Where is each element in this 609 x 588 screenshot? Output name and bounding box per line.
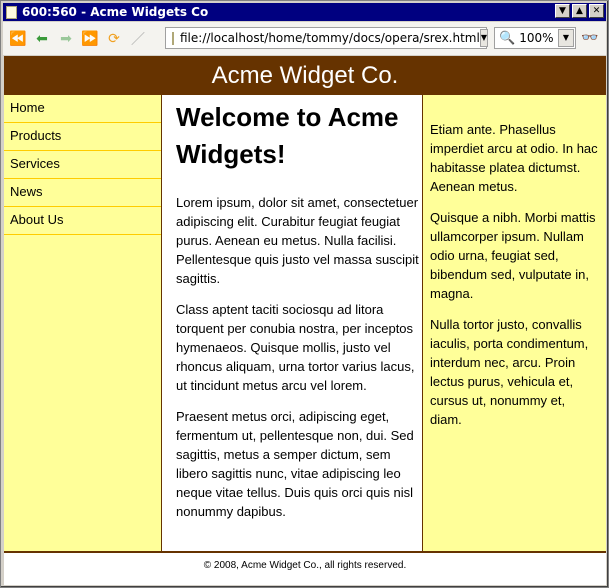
minimize-button[interactable]: ▼	[555, 4, 570, 18]
rewind-icon[interactable]: ⏪	[9, 30, 27, 47]
chevron-down-icon[interactable]: ▼	[480, 29, 488, 47]
maximize-button[interactable]: ▲	[572, 4, 587, 18]
page-viewport	[4, 56, 606, 585]
page-icon	[172, 32, 174, 45]
close-button[interactable]: ✕	[589, 4, 604, 18]
fast-forward-icon[interactable]: ⏩	[81, 30, 99, 47]
nav-item-news[interactable]: News	[4, 179, 161, 207]
right-sidebar	[423, 95, 606, 551]
sidebar-paragraph: Nulla tortor justo, convallis iaculis, porta condimentum, interdum nec, arcu. Proin lectus purus, vehicula et, cursus ut, nonummy et, diam.	[430, 317, 589, 427]
reload-icon[interactable]: ⟳	[108, 30, 120, 47]
zoom-control[interactable]	[494, 27, 576, 49]
window-title: 600:560 - Acme Widgets Co	[22, 5, 209, 19]
back-icon[interactable]: ⬅	[36, 30, 48, 47]
main-paragraph: Praesent metus orci, adipiscing eget, fermentum ut, pellentesque non, dui. Sed sagittis, metus a semper dictum, sem libero sagittis nunc, vitae adipiscing leo neque vitae tellus. Duis quis orci quis nisl nonummy dapibus.	[176, 409, 414, 519]
nav-item-products[interactable]: Products	[4, 123, 161, 151]
main-content	[162, 95, 423, 551]
sidebar-paragraph: Quisque a nibh. Morbi mattis ullamcorper ipsum. Nullam odio urna, feugiat sed, bibendum sed, vulputate in, magna.	[430, 210, 596, 301]
main-paragraph: Lorem ipsum, dolor sit amet, consectetuer adipiscing elit. Curabitur feugiat feugiat purus. Aenean eu metus. Nulla facilisi. Pellentesque quis justo vel massa suscipit sagittis.	[176, 195, 419, 286]
url-text[interactable]: file://localhost/home/tommy/docs/opera/srex.html	[180, 31, 480, 45]
document-icon	[6, 6, 17, 19]
browser-toolbar	[3, 22, 606, 55]
nav-item-home[interactable]: Home	[4, 95, 161, 123]
sidebar-paragraph: Etiam ante. Phasellus imperdiet arcu at odio. In hac habitasse platea dictumst. Aenean metus.	[430, 122, 598, 194]
edit-icon[interactable]: ／	[131, 31, 145, 48]
glasses-icon[interactable]: 👓	[581, 30, 599, 46]
magnifier-icon: 🔍	[499, 30, 516, 46]
page-heading: Welcome to Acme Widgets!	[176, 102, 399, 169]
zoom-level: 100%	[519, 31, 554, 45]
address-bar[interactable]	[165, 27, 487, 49]
chevron-down-icon[interactable]: ▼	[558, 29, 574, 47]
site-header: Acme Widget Co.	[4, 56, 606, 95]
site-footer: © 2008, Acme Widget Co., all rights reserved.	[4, 551, 606, 585]
left-nav	[4, 95, 162, 551]
forward-icon[interactable]: ➡	[60, 30, 72, 47]
title-bar	[3, 3, 606, 21]
main-paragraph: Class aptent taciti sociosqu ad litora torquent per conubia nostra, per inceptos hymenaeos. Quisque mollis, justo vel rhoncus aliquam, urna tortor varius lacus, ut tincidunt metus arcu vel lorem.	[176, 302, 415, 393]
nav-item-about-us[interactable]: About Us	[4, 207, 161, 235]
nav-item-services[interactable]: Services	[4, 151, 161, 179]
